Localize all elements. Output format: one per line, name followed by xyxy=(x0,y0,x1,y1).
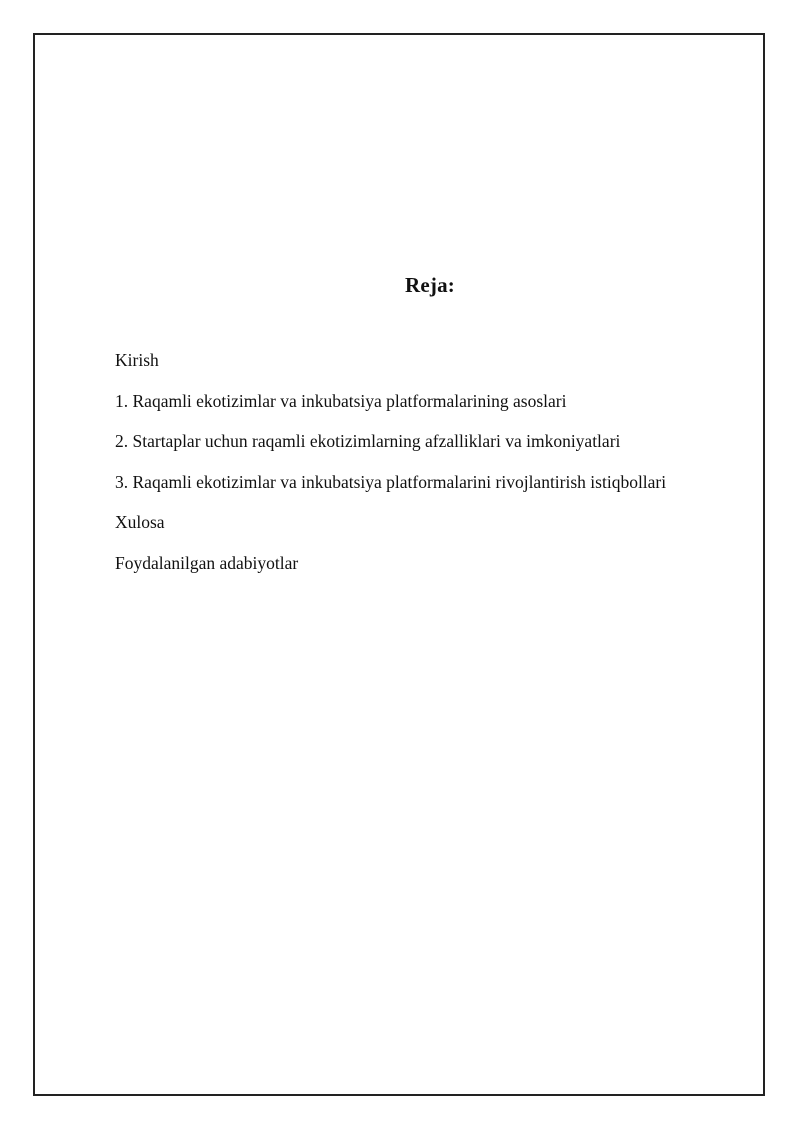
toc-item-section-2: 2. Startaplar uchun raqamli ekotizimlarning afzalliklari va imkoniyatlari xyxy=(115,431,621,452)
toc-item-conclusion: Xulosa xyxy=(115,512,165,533)
toc-item-section-3: 3. Raqamli ekotizimlar va inkubatsiya platformalarini rivojlantirish istiqbollari xyxy=(115,471,667,492)
toc-item-introduction: Kirish xyxy=(115,350,159,370)
toc-item-section-1: 1. Raqamli ekotizimlar va inkubatsiya platformalarining asoslari xyxy=(115,390,567,411)
toc-item-references: Foydalanilgan adabiyotlar xyxy=(115,552,299,573)
table-of-contents xyxy=(115,349,666,593)
page-title: Reja: xyxy=(405,273,455,297)
